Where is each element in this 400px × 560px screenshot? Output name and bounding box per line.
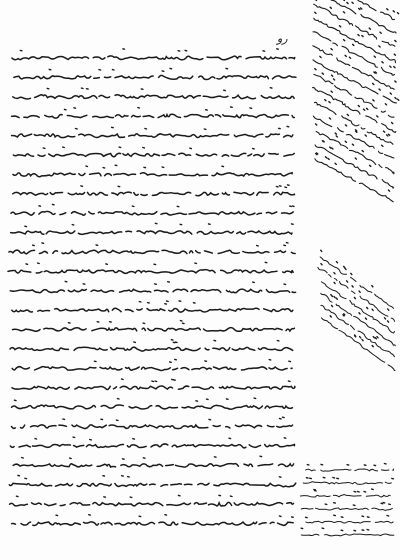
lower-margin-notes — [317, 250, 400, 371]
right-margin-notes — [311, 0, 400, 202]
main-text-block — [8, 49, 296, 526]
bottom-margin-notes — [301, 464, 394, 536]
header-mark: رو — [277, 32, 288, 45]
